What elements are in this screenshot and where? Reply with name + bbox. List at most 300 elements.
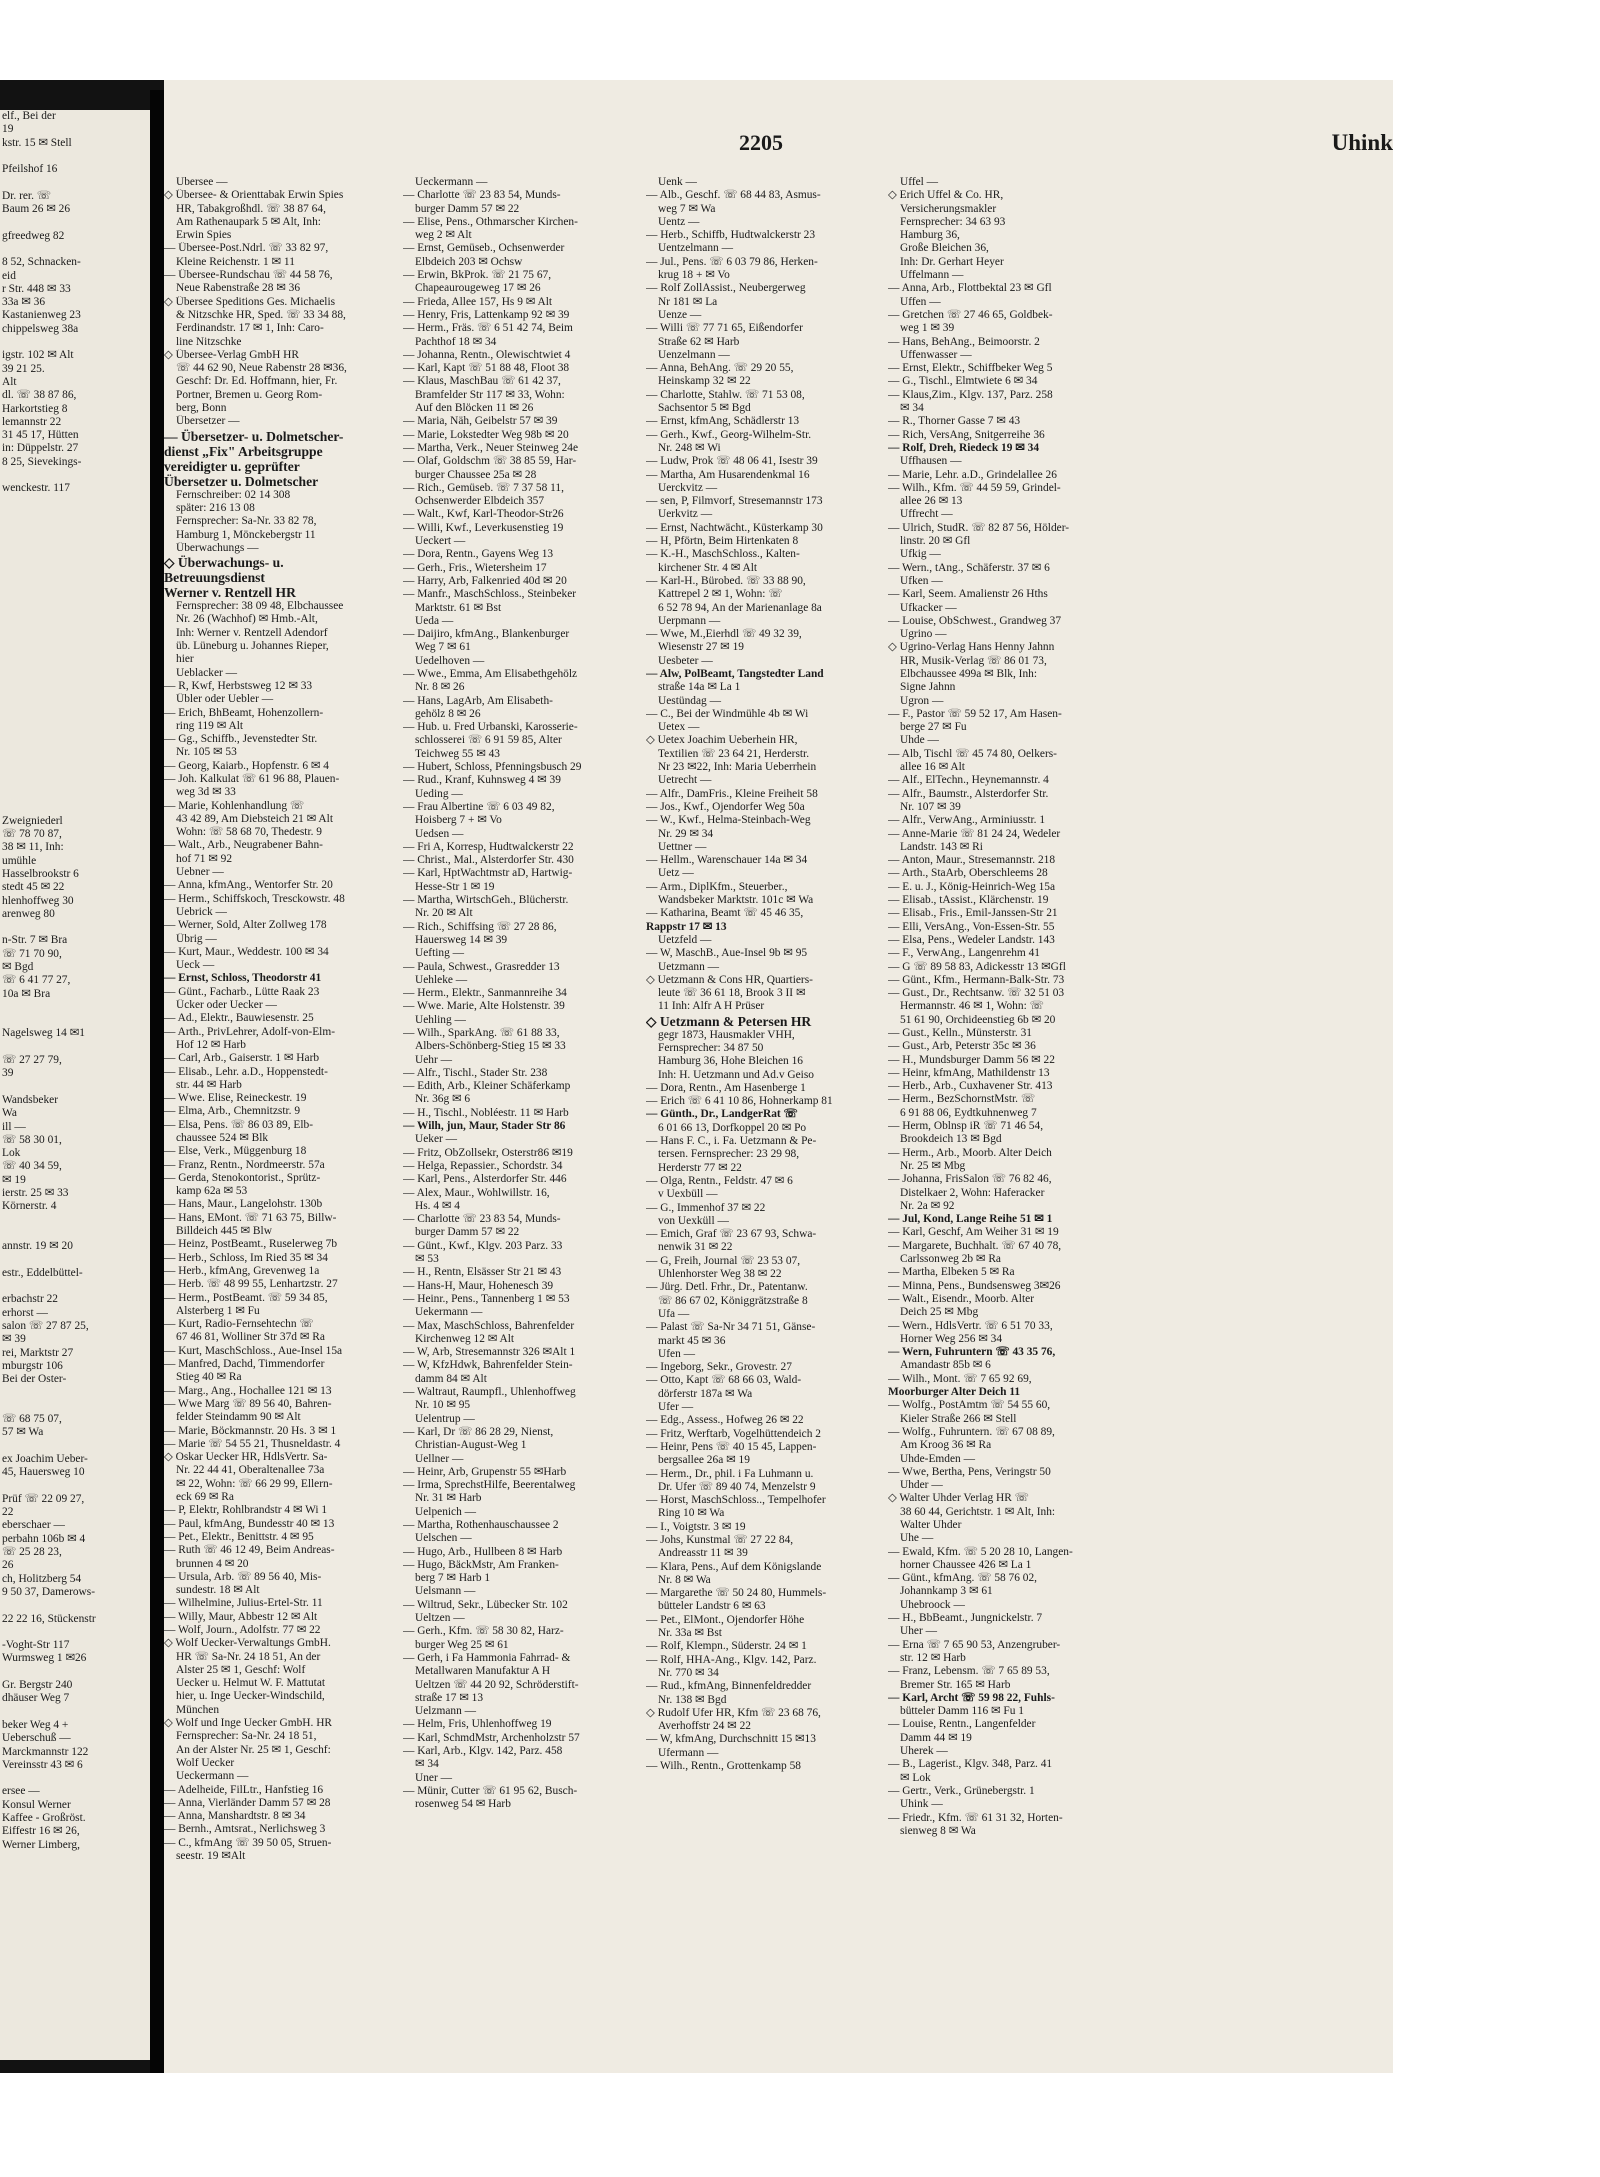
directory-entry-line: — Jürg. Detl. Frhr., Dr., Patentanw. <box>646 1281 808 1294</box>
left-page-line: Bei der Oster- <box>2 1373 67 1386</box>
directory-entry-line: — Marie ☏ 54 55 21, Thusneldastr. 4 <box>164 1437 341 1450</box>
left-page-line: in: Düppelstr. 27 <box>2 442 79 455</box>
left-page-line <box>2 695 148 708</box>
surname-heading: Uetex — <box>658 721 700 734</box>
directory-entry-line: berg, Bonn <box>176 402 227 415</box>
directory-entry-line: Nr. 770 ✉ 34 <box>658 1666 719 1679</box>
left-page-line <box>2 1254 148 1267</box>
surname-heading: Ueblacker — <box>176 666 238 679</box>
left-page-line <box>2 788 148 801</box>
directory-entry-line: markt 45 ✉ 36 <box>658 1334 726 1347</box>
directory-entry-line: Elbchaussee 499a ✉ Blk, Inh: <box>900 667 1038 680</box>
directory-entry-line: chaussee 524 ✉ Blk <box>176 1132 269 1144</box>
surname-heading: Uffel — <box>900 176 939 188</box>
directory-entry-line: — Joh. Kalkulat ☏ 61 96 88, Plauen- <box>164 772 340 785</box>
surname-heading: Uenzelmann — <box>658 348 730 361</box>
directory-entry-line: Wandsbeker Marktstr. 101c ✉ Wa <box>658 894 814 907</box>
directory-entry-line: — Alw, PolBeamt, Tangstedter Land <box>646 667 824 680</box>
directory-entry-line: — Edg., Assess., Hofweg 26 ✉ 22 <box>646 1414 804 1427</box>
directory-entry-line: Wohn: ☏ 58 68 70, Thedestr. 9 <box>176 826 322 839</box>
left-page-line: eberschaer — <box>2 1519 65 1532</box>
left-page-line: Kastanienweg 23 <box>2 309 81 322</box>
left-page-line: ch, Holitzberg 54 <box>2 1572 82 1585</box>
left-page-line: elf., Bei der <box>2 110 56 122</box>
left-page-line: r Str. 448 ✉ 33 <box>2 282 71 295</box>
directory-entry-line: — Paul, kfmAng, Bundesstr 40 ✉ 13 <box>164 1517 335 1530</box>
directory-entry-line: HR ☏ Sa-Nr. 24 18 51, An der <box>176 1650 321 1663</box>
directory-entry-line: — Wilh., SparkAng. ☏ 61 88 33, <box>403 1027 560 1039</box>
directory-entry-line: — H, Pförtn, Beim Hirtenkaten 8 <box>646 535 799 548</box>
directory-entry-line: Heinskamp 32 ✉ 22 <box>658 375 751 388</box>
surname-heading: Ufer — <box>658 1401 694 1414</box>
directory-entry-line: — Jul, Kond, Lange Reihe 51 ✉ 1 <box>888 1213 1053 1226</box>
column-1 <box>164 176 392 1863</box>
surname-heading: v Uexbüll — <box>658 1188 718 1201</box>
directory-entry-line: — Herm., Schiffskoch, Tresckowstr. 48 <box>164 892 345 905</box>
left-page-line <box>2 1227 148 1240</box>
directory-entry-line: weg 2 ✉ Alt <box>415 229 472 242</box>
directory-entry-line: — Heinr, Pens ☏ 40 15 45, Lappen- <box>646 1440 817 1453</box>
directory-entry-line: linstr. 20 ✉ Gfl <box>900 535 971 548</box>
directory-entry-line: — Gust., Kelln., Münsterstr. 31 <box>888 1027 1032 1039</box>
left-page-line: Dr. rer. ☏ <box>2 189 52 202</box>
left-page-line: estr., Eddelbüttel- <box>2 1266 83 1279</box>
surname-heading: Ueckert — <box>415 535 466 548</box>
surname-heading: Uhde-Emden — <box>900 1452 975 1465</box>
directory-entry-line: — Herb., Arb., Cuxhavener Str. 413 <box>888 1080 1053 1093</box>
directory-entry-line: allee 16 ✉ Alt <box>900 761 965 774</box>
surname-heading: Übrig — <box>176 932 217 945</box>
directory-entry-line: — Hubert, Schloss, Pfenningsbusch 29 <box>403 761 582 774</box>
left-page-line: Nagelsweg 14 ✉1 <box>2 1027 85 1040</box>
directory-entry-line: — Herm., PostBeamt. ☏ 59 34 85, <box>164 1291 328 1304</box>
directory-entry-line: — Ewald, Kfm. ☏ 5 20 28 10, Langen- <box>888 1545 1073 1558</box>
directory-entry-line: Carlssonweg 2b ✉ Ra <box>900 1253 1001 1266</box>
directory-entry-line: — Alex, Maur., Wohlwillstr. 16, <box>403 1186 550 1199</box>
directory-entry-line: — H., Tischl., Nobléestr. 11 ✉ Harb <box>403 1106 569 1119</box>
directory-entry-line: — Kurt, MaschSchloss., Aue-Insel 15a <box>164 1344 343 1357</box>
directory-entry-line: — Erna ☏ 7 65 90 53, Anzengruber- <box>888 1638 1061 1651</box>
directory-entry-line: — Wwe. Marie, Alte Holstenstr. 39 <box>403 1000 565 1013</box>
directory-entry-line: Nr. 22 44 41, Oberaltenallee 73a <box>176 1464 325 1477</box>
left-page-line <box>2 655 148 668</box>
left-page-line <box>2 509 148 522</box>
directory-entry-line: ✉ 22, Wohn: ☏ 66 29 99, Ellern- <box>176 1477 333 1490</box>
directory-entry-line: — C., kfmAng ☏ 39 50 05, Struen- <box>164 1836 332 1849</box>
left-page-line: eid <box>2 269 16 282</box>
surname-heading: Ueding — <box>415 787 463 800</box>
surname-heading: Uentz — <box>658 215 700 228</box>
directory-entry-line: — Günth., Dr., LandgerRat ☏ <box>646 1108 798 1121</box>
surname-heading: Uelsmann — <box>415 1585 476 1598</box>
column-4 <box>888 176 1121 1838</box>
column-2 <box>403 176 635 1812</box>
directory-entry-line: — Alfr., Tischl., Stader Str. 238 <box>403 1066 548 1079</box>
left-page-line: Eiffestr 16 ✉ 26, <box>2 1825 80 1838</box>
left-page-line: ☏ 25 28 23, <box>2 1546 62 1559</box>
directory-entry-line: bergsallee 26a ✉ 19 <box>658 1454 750 1467</box>
left-page-line: ☏ 78 70 87, <box>2 828 62 841</box>
directory-entry-line: — Martha, WirtschGeh., Blücherstr. <box>403 894 569 907</box>
left-page-line: Wa <box>2 1107 17 1120</box>
left-page-line <box>2 775 148 788</box>
directory-entry-line: Christian-August-Weg 1 <box>415 1439 527 1452</box>
left-page-line: 19 <box>2 123 14 136</box>
directory-entry-line: str. 44 ✉ Harb <box>176 1078 242 1091</box>
surname-heading: Uettner — <box>658 840 707 853</box>
directory-entry-line: Nr. 10 ✉ 95 <box>415 1399 471 1412</box>
directory-entry-line: Nr. 105 ✉ 53 <box>176 746 237 759</box>
surname-heading: Ueckermann — <box>176 1770 249 1783</box>
left-page-line: 33a ✉ 36 <box>2 296 46 309</box>
directory-entry-line: Am Kroog 36 ✉ Ra <box>900 1439 992 1452</box>
left-page-line <box>2 243 148 256</box>
surname-heading: Uetzmann — <box>658 960 720 973</box>
left-page-line <box>2 1041 148 1054</box>
directory-entry-line: brunnen 4 ✉ 20 <box>176 1557 249 1570</box>
directory-entry-line: — Wwe. Elise, Reineckestr. 19 <box>164 1092 307 1105</box>
left-page-line <box>2 336 148 349</box>
surname-heading: Ufermann — <box>658 1746 719 1759</box>
directory-entry-line: — Anne-Marie ☏ 81 24 24, Wedeler <box>888 827 1061 840</box>
directory-entry-line: — Fritz, Werftarb, Vogelhüttendeich 2 <box>646 1427 821 1440</box>
directory-entry-line: ◇ Ugrino-Verlag Hans Henny Jahnn <box>888 641 1055 654</box>
left-page-line: Vereinsstr 43 ✉ 6 <box>2 1758 83 1771</box>
directory-entry-line: — Rud., Kranf, Kuhnsweg 4 ✉ 39 <box>403 774 561 787</box>
left-page-line: salon ☏ 27 87 25, <box>2 1320 89 1333</box>
surname-heading: Uelentrup — <box>415 1412 475 1425</box>
left-page-line <box>2 1599 148 1612</box>
directory-entry-line: Ring 10 ✉ Wa <box>658 1507 725 1520</box>
directory-entry-line: — Rich., Gemüseb. ☏ 7 37 58 11, <box>403 481 564 494</box>
directory-entry-line: Nr. 33a ✉ Bst <box>658 1627 722 1640</box>
left-page-line: 10a ✉ Bra <box>2 987 51 1000</box>
directory-entry-line: kirchener Str. 4 ✉ Alt <box>658 561 758 574</box>
surname-heading: Uetz — <box>658 867 694 880</box>
directory-entry-line: — Elisab., Lehr. a.D., Hoppenstedt- <box>164 1065 328 1078</box>
directory-entry-line: Alsterberg 1 ✉ Fu <box>176 1304 260 1317</box>
directory-entry-line: — Walt., Kwf, Karl-Theodor-Str26 <box>403 508 564 521</box>
directory-entry-line: Chapeaurougeweg 17 ✉ 26 <box>415 282 541 295</box>
directory-entry-line: Textilien ☏ 23 64 21, Herderstr. <box>658 747 810 760</box>
surname-heading: Uffrecht — <box>900 508 953 521</box>
directory-entry-line: — Wwe., Emma, Am Elisabethgehölz <box>403 667 578 680</box>
directory-entry-line: — Wwe, M.,Eierhdl ☏ 49 32 39, <box>646 628 802 641</box>
directory-entry-line: damm 84 ✉ Alt <box>415 1372 487 1385</box>
directory-entry-line: Horner Weg 256 ✉ 34 <box>900 1332 1003 1345</box>
directory-entry-line: — Ludw, Prok ☏ 48 06 41, Isestr 39 <box>646 455 818 468</box>
directory-entry-line: Metallwaren Manufaktur A H <box>415 1665 551 1678</box>
directory-entry-line: — Anna, Manshardtstr. 8 ✉ 34 <box>164 1810 306 1823</box>
directory-entry-line: hier <box>176 653 194 666</box>
left-page-fragment <box>0 110 150 2060</box>
left-page-line <box>2 496 148 509</box>
directory-entry-line: Sachsentor 5 ✉ Bgd <box>658 402 751 415</box>
directory-entry-line: — Ad., Elektr., Bauwiesenstr. 25 <box>164 1012 314 1025</box>
left-page-line <box>2 708 148 721</box>
left-page-line <box>2 1001 148 1014</box>
directory-entry-line: ◇ Rudolf Ufer HR, Kfm ☏ 23 68 76, <box>646 1706 821 1719</box>
left-page-line: ☏ 71 70 90, <box>2 947 62 960</box>
directory-entry-line: — Gertr., Verk., Grünebergstr. 1 <box>888 1784 1035 1797</box>
directory-entry-line: — G, Freih, Journal ☏ 23 53 07, <box>646 1254 801 1267</box>
left-page-line: erbachstr 22 <box>2 1293 58 1306</box>
surname-heading: Uelzmann — <box>415 1705 477 1718</box>
directory-entry-line: — Ernst, Gemüseb., Ochsenwerder <box>403 242 565 255</box>
directory-entry-line: — Herm., Fräs. ☏ 6 51 42 74, Beim <box>403 322 573 335</box>
left-page-line <box>2 176 148 189</box>
directory-entry-line: — Gerh., Fris., Wietersheim 17 <box>403 561 547 574</box>
left-page-line: 22 <box>2 1506 14 1519</box>
directory-entry-line: Nr. 138 ✉ Bgd <box>658 1693 727 1706</box>
left-page-line: ☏ 27 27 79, <box>2 1054 62 1067</box>
surname-heading: Uenk — <box>658 176 697 188</box>
directory-entry-line: — Karl, Kapt ☏ 51 88 48, Floot 38 <box>403 362 570 375</box>
directory-entry-line: — Emich, Graf ☏ 23 67 93, Schwa- <box>646 1228 817 1241</box>
directory-entry-line: Kieler Straße 266 ✉ Stell <box>900 1412 1017 1425</box>
left-page-line: arenweg 80 <box>2 907 55 920</box>
directory-entry-line: Nr. 248 ✉ Wi <box>658 441 721 454</box>
directory-entry-line: 6 91 88 06, Eydtkuhnenweg 7 <box>900 1106 1037 1119</box>
directory-entry-line: — Gust., Dr., Rechtsanw. ☏ 32 51 03 <box>888 987 1065 1000</box>
directory-entry-line: Wolf Uecker <box>176 1756 235 1769</box>
surname-heading: Uherek — <box>900 1745 948 1758</box>
directory-entry-line: — Herm., BezSchornstMstr. ☏ <box>888 1093 1036 1106</box>
surname-heading: von Uexküll — <box>658 1214 729 1227</box>
directory-entry-line: Nr. 25 ✉ Mbg <box>900 1159 966 1172</box>
directory-entry-line: — Wiltrud, Sekr., Lübecker Str. 102 <box>403 1598 568 1611</box>
directory-entry-line: — Max, MaschSchloss, Bahrenfelder <box>403 1319 575 1332</box>
directory-entry-line: bütteler Landstr 6 ✉ 63 <box>658 1600 766 1613</box>
left-page-line: Pfeilshof 16 <box>2 163 58 176</box>
directory-entry-line: weg 1 ✉ 39 <box>900 322 955 335</box>
directory-entry-line: line Nitzschke <box>176 335 242 348</box>
directory-entry-line: — Wilhelmine, Julius-Ertel-Str. 11 <box>164 1597 323 1610</box>
directory-entry-line: — Anna, Vierländer Damm 57 ✉ 28 <box>164 1796 331 1809</box>
directory-entry-line: leute ☏ 36 61 18, Brook 3 II ✉ <box>658 987 806 1000</box>
left-page-line <box>2 921 148 934</box>
directory-entry-line: ✉ 53 <box>415 1253 439 1266</box>
directory-entry-line: — Otto, Kapt ☏ 68 66 03, Wald- <box>646 1374 802 1387</box>
directory-entry-line: Kleine Reichenstr. 1 ✉ 11 <box>176 255 295 268</box>
directory-entry-line: — Horst, MaschSchloss.., Tempelhofer <box>646 1494 826 1507</box>
directory-entry-line: Übersetzer u. Dolmetscher <box>164 473 319 489</box>
left-page-line: perbahn 106b ✉ 4 <box>2 1532 86 1545</box>
directory-entry-line: krug 18 + ✉ Vo <box>658 269 730 282</box>
directory-entry-line: — Karl, SchmdMstr, Archenholzstr 57 <box>403 1731 580 1744</box>
directory-entry-line: — Klaus,Zim., Klgv. 137, Parz. 258 <box>888 388 1053 401</box>
directory-entry-line: kamp 62a ✉ 53 <box>176 1185 248 1198</box>
directory-entry-line: Deich 25 ✉ Mbg <box>900 1306 979 1319</box>
directory-entry-line: — Marie, Kohlenhandlung ☏ <box>164 799 305 812</box>
left-page-line <box>2 1280 148 1293</box>
directory-entry-line: Nr. 36g ✉ 6 <box>415 1093 471 1106</box>
directory-entry-line: — Arth., PrivLehrer, Adolf-von-Elm- <box>164 1025 336 1038</box>
directory-entry-line: — Edith, Arb., Kleiner Schäferkamp <box>403 1080 571 1093</box>
directory-entry-line: ◇ Übersee- & Orienttabak Erwin Spies <box>164 189 344 202</box>
directory-entry-line: — R, Kwf, Herbstsweg 12 ✉ 33 <box>164 679 313 692</box>
directory-entry-line: — Elsa, Pens. ☏ 86 03 89, Elb- <box>164 1118 314 1131</box>
directory-entry-line: — Johs, Kunstmal ☏ 27 22 84, <box>646 1533 794 1546</box>
left-page-line <box>2 589 148 602</box>
surname-heading: Ufken — <box>900 574 943 587</box>
left-page-line: igstr. 102 ✉ Alt <box>2 349 74 362</box>
directory-entry-line: — Johanna, FrisSalon ☏ 76 82 46, <box>888 1173 1052 1186</box>
left-page-line <box>2 562 148 575</box>
directory-entry-line: — Minna, Pens., Bundsensweg 3✉26 <box>888 1279 1061 1292</box>
surname-heading: Uekermann — <box>415 1306 483 1319</box>
directory-entry-line: Nr. 2a ✉ 92 <box>900 1199 955 1212</box>
left-page-line: Alt <box>2 375 17 388</box>
left-page-line: Wandsbeker <box>2 1093 59 1106</box>
directory-entry-line: — Herm, Oblnsp iR ☏ 71 46 54, <box>888 1120 1044 1133</box>
directory-entry-line: — Henry, Fris, Lattenkamp 92 ✉ 39 <box>403 308 570 321</box>
directory-entry-line: — Louise, ObSchwest., Grandweg 37 <box>888 614 1062 627</box>
directory-entry-line: Amandastr 85b ✉ 6 <box>900 1359 991 1372</box>
directory-entry-line: gehölz 8 ✉ 26 <box>415 707 481 720</box>
directory-entry-line: Straße 62 ✉ Harb <box>658 335 740 348</box>
directory-entry-line: — Karl, Arb., Klgv. 142, Parz. 458 <box>403 1745 563 1758</box>
directory-entry-line: — Hub. u. Fred Urbanski, Karosserie- <box>403 721 578 734</box>
left-page-line: mburgstr 106 <box>2 1359 63 1372</box>
directory-entry-line: — Elisab., tAssist., Klärchenstr. 19 <box>888 894 1049 907</box>
left-page-line <box>2 748 148 761</box>
directory-entry-line: — Friedr., Kfm. ☏ 61 31 32, Horten- <box>888 1811 1063 1824</box>
directory-entry-line: 6 52 78 94, An der Marienanlage 8a <box>658 601 822 614</box>
directory-entry-line: — I., Voigtstr. 3 ✉ 19 <box>646 1520 746 1533</box>
directory-entry-line: — Daijiro, kfmAng., Blankenburger <box>403 628 570 641</box>
directory-entry-line: — Herb. ☏ 48 99 55, Lenhartzstr. 27 <box>164 1278 338 1291</box>
directory-entry-line: — Hans, EMont. ☏ 71 63 75, Billw- <box>164 1211 337 1224</box>
directory-entry-line: Andreasstr 11 ✉ 39 <box>658 1547 748 1560</box>
directory-entry-line: — H., Rentn, Elsässer Str 21 ✉ 43 <box>403 1266 562 1279</box>
directory-entry-line: — Klara, Pens., Auf dem Königslande <box>646 1560 822 1573</box>
directory-entry-line: Nr. 8 ✉ Wa <box>658 1573 711 1586</box>
directory-entry-line: Geschf: Dr. Ed. Hoffmann, hier, Fr. <box>176 375 338 388</box>
directory-entry-line: — Alfr., VerwAng., Arminiusstr. 1 <box>888 814 1046 827</box>
surname-heading: Ueda — <box>415 614 454 627</box>
directory-entry-line: — Irma, SprechstHilfe, Beerentalweg <box>403 1479 576 1492</box>
left-page-line <box>2 1772 148 1785</box>
directory-entry-line: — Louise, Rentn., Langenfelder <box>888 1718 1036 1731</box>
directory-entry-line: Hoisberg 7 + ✉ Vo <box>415 814 502 827</box>
left-page-line <box>2 1706 148 1719</box>
surname-heading: Überwachungs — <box>176 541 259 554</box>
directory-entry-line: Nr. 31 ✉ Harb <box>415 1492 482 1505</box>
left-page-line <box>2 1440 148 1453</box>
surname-heading: Uher — <box>900 1625 938 1638</box>
directory-entry-line: ✉ 34 <box>415 1758 439 1771</box>
directory-entry-line: — Karl, Seem. Amalienstr 26 Hths <box>888 588 1048 601</box>
left-page-line: kstr. 15 ✉ Stell <box>2 136 72 149</box>
directory-entry-line: — Martha, Verk., Neuer Steinweg 24e <box>403 441 579 454</box>
left-page-line: Marckmannstr 122 <box>2 1745 89 1758</box>
directory-entry-line: — Olga, Rentn., Feldstr. 47 ✉ 6 <box>646 1174 793 1187</box>
directory-entry-line: Brookdeich 13 ✉ Bgd <box>900 1133 1002 1146</box>
directory-entry-line: — Hans, LagArb, Am Elisabeth- <box>403 694 553 707</box>
surname-heading: Uffen — <box>900 295 941 308</box>
directory-entry-line: ✉ 34 <box>900 402 924 415</box>
directory-entry-line: nenwik 31 ✉ 22 <box>658 1241 733 1254</box>
left-page-line: Baum 26 ✉ 26 <box>2 203 71 216</box>
directory-entry-line: Kattrepel 2 ✉ 1, Wohn: ☏ <box>658 588 783 601</box>
directory-entry-line: Ochsenwerder Elbdeich 357 <box>415 495 545 508</box>
directory-entry-line: — Wwe Marg ☏ 89 56 40, Bahren- <box>164 1397 332 1410</box>
directory-entry-line: — Helga, Repassier., Schordstr. 34 <box>403 1159 563 1172</box>
directory-entry-line: Walter Uhder <box>900 1518 962 1531</box>
directory-entry-line: — Willi, Kwf., Leverkusenstieg 19 <box>403 521 564 534</box>
surname-heading: Uhe — <box>900 1532 934 1545</box>
directory-entry-line: — G., Immenhof 37 ✉ 22 <box>646 1201 766 1214</box>
directory-entry-line: — Herm., Dr., phil. i Fa Luhmann u. <box>646 1467 814 1480</box>
directory-entry-line: seestr. 19 ✉Alt <box>176 1850 246 1863</box>
directory-entry-line: Fernsprecher: Sa-Nr. 33 82 78, <box>176 515 317 528</box>
directory-entry-line: Herderstr 77 ✉ 22 <box>658 1161 742 1174</box>
directory-entry-line: weg 7 ✉ Wa <box>658 202 716 215</box>
directory-entry-line: — Anna, BehAng. ☏ 29 20 55, <box>646 362 794 375</box>
directory-entry-line: — Frieda, Allee 157, Hs 9 ✉ Alt <box>403 295 553 308</box>
left-page-line <box>2 150 148 163</box>
directory-entry-line: — H., BbBeamt., Jungnickelstr. 7 <box>888 1612 1043 1625</box>
directory-entry-line: — Anton, Maur., Stresemannstr. 218 <box>888 854 1056 867</box>
directory-entry-line: — Ernst, Elektr., Schiffbeker Weg 5 <box>888 362 1053 375</box>
directory-entry-line: ◇ Wolf und Inge Uecker GmbH. HR <box>164 1717 333 1730</box>
directory-entry-line: ◇ Uetzmann & Petersen HR <box>646 1013 812 1029</box>
surname-heading: Uner — <box>415 1771 453 1784</box>
left-page-line: 38 ✉ 11, Inh: <box>2 841 64 854</box>
directory-entry-line: — K.-H., MaschSchloss., Kalten- <box>646 548 800 561</box>
surname-heading: Uehleke — <box>415 973 468 986</box>
directory-entry-line: Dr. Ufer ☏ 89 40 74, Menzelstr 9 <box>658 1480 816 1493</box>
directory-entry-line: — Martha, Rothenhauschaussee 2 <box>403 1518 559 1531</box>
directory-entry-line: Bremer Str. 165 ✉ Harb <box>900 1678 1011 1691</box>
directory-entry-line: — W, Arb, Stresemannstr 326 ✉Alt 1 <box>403 1346 576 1359</box>
left-page-line <box>2 522 148 535</box>
directory-entry-line: tersen. Fernsprecher: 23 29 98, <box>658 1148 800 1161</box>
directory-entry-line: — Marie, Lokstedter Weg 98b ✉ 20 <box>403 428 569 441</box>
surname-heading: Uhde — <box>900 734 939 747</box>
surname-heading: Uffenwasser — <box>900 348 972 361</box>
directory-entry-line: bütteler Damm 116 ✉ Fu 1 <box>900 1705 1024 1718</box>
directory-entry-line: — Rich., Schiffsing ☏ 27 28 86, <box>403 920 557 933</box>
directory-entry-line: — F., Pastor ☏ 59 52 17, Am Hasen- <box>888 707 1062 720</box>
directory-entry-line: — Adelheide, FilLtr., Hanfstieg 16 <box>164 1783 324 1796</box>
surname-heading: Uhder — <box>900 1479 943 1492</box>
directory-entry-line: — Ursula, Arb. ☏ 89 56 40, Mis- <box>164 1570 322 1583</box>
directory-entry-line: Marktstr. 61 ✉ Bst <box>415 601 502 614</box>
directory-entry-line: Nr. 26 (Wachhof) ✉ Hmb.-Alt, <box>176 613 318 626</box>
directory-entry-line: Distelkaer 2, Wohn: Haferacker <box>900 1186 1045 1199</box>
surname-heading: Ufa — <box>658 1307 690 1320</box>
directory-entry-line: — Johanna, Rentn., Olewischtwiet 4 <box>403 348 571 361</box>
directory-entry-line: — Erwin, BkProk. ☏ 21 75 67, <box>403 269 552 282</box>
directory-entry-line: gegr 1873, Hausmakler VHH, <box>658 1028 795 1041</box>
directory-entry-line: — Heinr., Pens., Tannenberg 1 ✉ 53 <box>403 1292 570 1305</box>
directory-entry-line: — Gerda, Stenokontorist., Sprütz- <box>164 1171 321 1184</box>
left-page-line <box>2 762 148 775</box>
directory-entry-line: — Günt., Facharb., Lütte Raak 23 <box>164 985 320 998</box>
left-page-line <box>2 801 148 814</box>
directory-entry-line: — Marg., Ang., Hochallee 121 ✉ 13 <box>164 1384 332 1397</box>
directory-entry-line: felder Steindamm 90 ✉ Alt <box>176 1411 301 1424</box>
left-page-line: chippelsweg 38a <box>2 322 79 335</box>
directory-entry-line: — Wern., HdlsVertr. ☏ 6 51 70 33, <box>888 1319 1053 1332</box>
left-page-line: ierstr. 25 ✉ 33 <box>2 1187 69 1200</box>
directory-entry-line: — Karl, Dr ☏ 86 28 29, Nienst, <box>403 1425 554 1438</box>
directory-entry-line: — Jos., Kwf., Ojendorfer Weg 50a <box>646 800 805 813</box>
directory-entry-line: — Rolf, Dreh, Riedeck 19 ✉ 34 <box>888 441 1040 454</box>
directory-entry-line: Portner, Bremen u. Georg Rom- <box>176 388 323 401</box>
